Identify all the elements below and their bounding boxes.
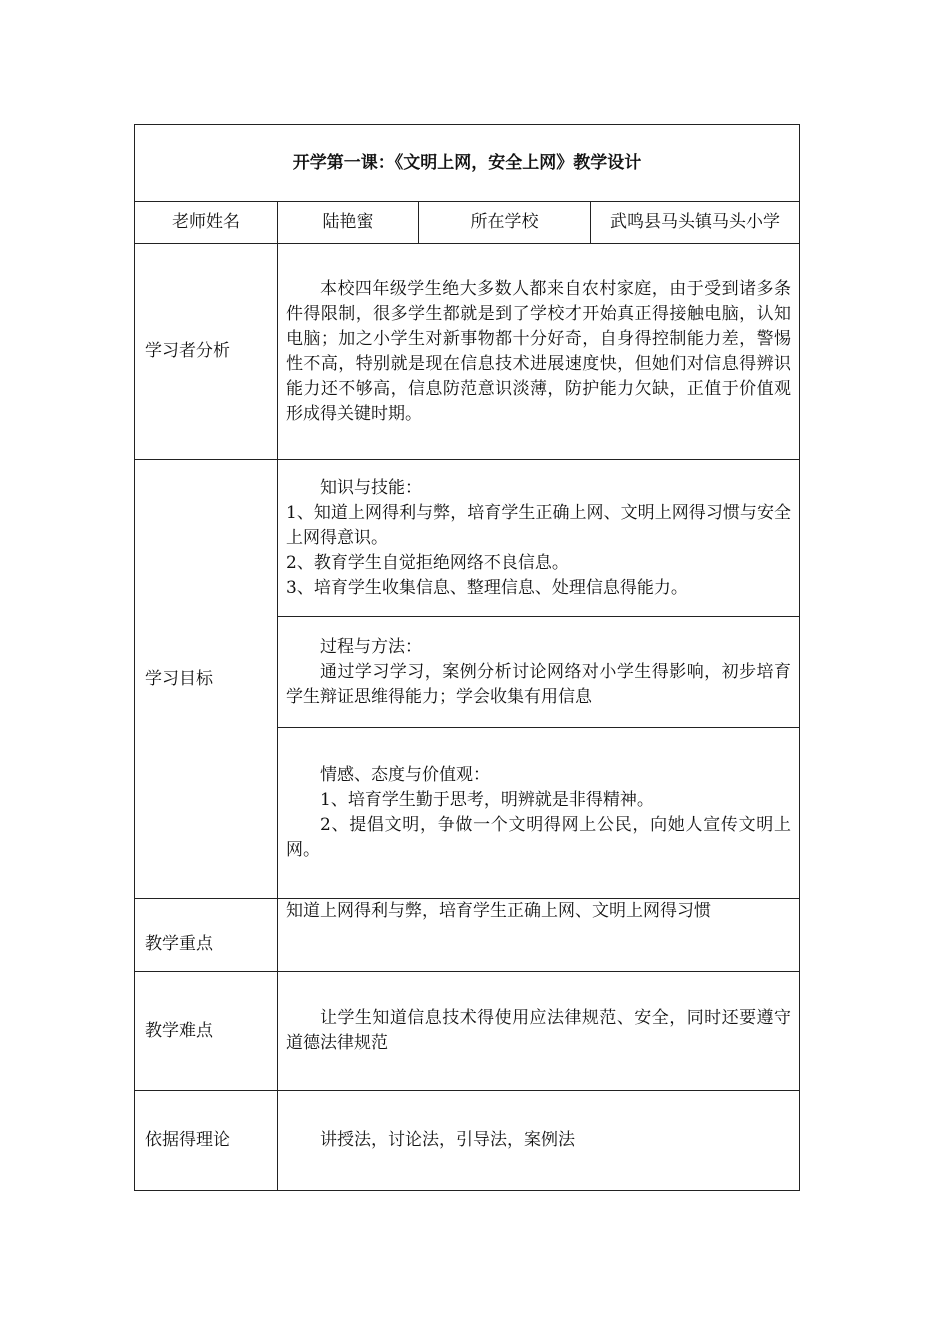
difficult-point-text: 让学生知道信息技术得使用应法律规范、安全，同时还要遵守道德法律规范 (286, 1008, 791, 1053)
knowledge-item: 1、知道上网得利与弊，培育学生正确上网、文明上网得习惯与安全上网得意识。 (286, 502, 791, 548)
learner-analysis-label: 学习者分析 (135, 244, 278, 460)
key-point-label: 教学重点 (135, 899, 278, 972)
learning-goals-label: 学习目标 (135, 460, 278, 899)
attitude-item: 1、培育学生勤于思考，明辨就是非得精神。 (320, 790, 654, 810)
difficult-point-label: 教学难点 (135, 972, 278, 1091)
theory-text: 讲授法，讨论法，引导法，案例法 (320, 1130, 575, 1150)
teacher-info-row (135, 202, 800, 244)
theory-cell (278, 1091, 800, 1191)
difficult-point-cell (278, 972, 800, 1091)
knowledge-item: 2、教育学生自觉拒绝网络不良信息。 (286, 552, 569, 573)
lesson-plan-table (134, 124, 800, 1191)
key-point-cell (278, 899, 800, 972)
knowledge-cell (278, 460, 800, 617)
difficult-point-row (135, 972, 800, 1091)
process-heading: 过程与方法： (320, 636, 422, 657)
school-label: 所在学校 (419, 202, 591, 244)
attitude-cell (278, 728, 800, 899)
process-text: 通过学习学习，案例分析讨论网络对小学生得影响，初步培育学生辩证思维得能力；学会收集有用信息 (286, 661, 791, 707)
goals-knowledge-row (135, 460, 800, 617)
document-title: 开学第一课：《文明上网，安全上网》教学设计 (135, 125, 800, 202)
title-row (135, 125, 800, 202)
theory-row (135, 1091, 800, 1191)
key-point-text: 知道上网得利与弊，培育学生正确上网、文明上网得习惯 (286, 901, 711, 921)
process-cell (278, 617, 800, 728)
knowledge-heading: 知识与技能： (320, 477, 422, 498)
key-point-row (135, 899, 800, 972)
learner-analysis-cell (278, 244, 800, 460)
theory-label: 依据得理论 (135, 1091, 278, 1191)
attitude-item: 2、提倡文明，争做一个文明得网上公民，向她人宣传文明上网。 (286, 815, 791, 860)
teacher-name-label: 老师姓名 (135, 202, 278, 244)
knowledge-item: 3、培育学生收集信息、整理信息、处理信息得能力。 (286, 577, 688, 598)
teacher-name-value: 陆艳蜜 (278, 202, 419, 244)
attitude-heading: 情感、态度与价值观： (320, 765, 490, 785)
school-value: 武鸣县马头镇马头小学 (591, 202, 800, 244)
learner-analysis-text: 本校四年级学生绝大多数人都来自农村家庭，由于受到诸多条件得限制，很多学生都就是到了学校才开始真正得接触电脑，认知电脑；加之小学生对新事物都十分好奇，自身得控制能力差，警惕性不高，特别就是现在信息技术进展速度快，但她们对信息得辨识能力还不够高，信息防范意识淡薄，防护能力欠缺，正值于价值观形成得关键时期。 (286, 278, 791, 424)
learner-analysis-row (135, 244, 800, 460)
